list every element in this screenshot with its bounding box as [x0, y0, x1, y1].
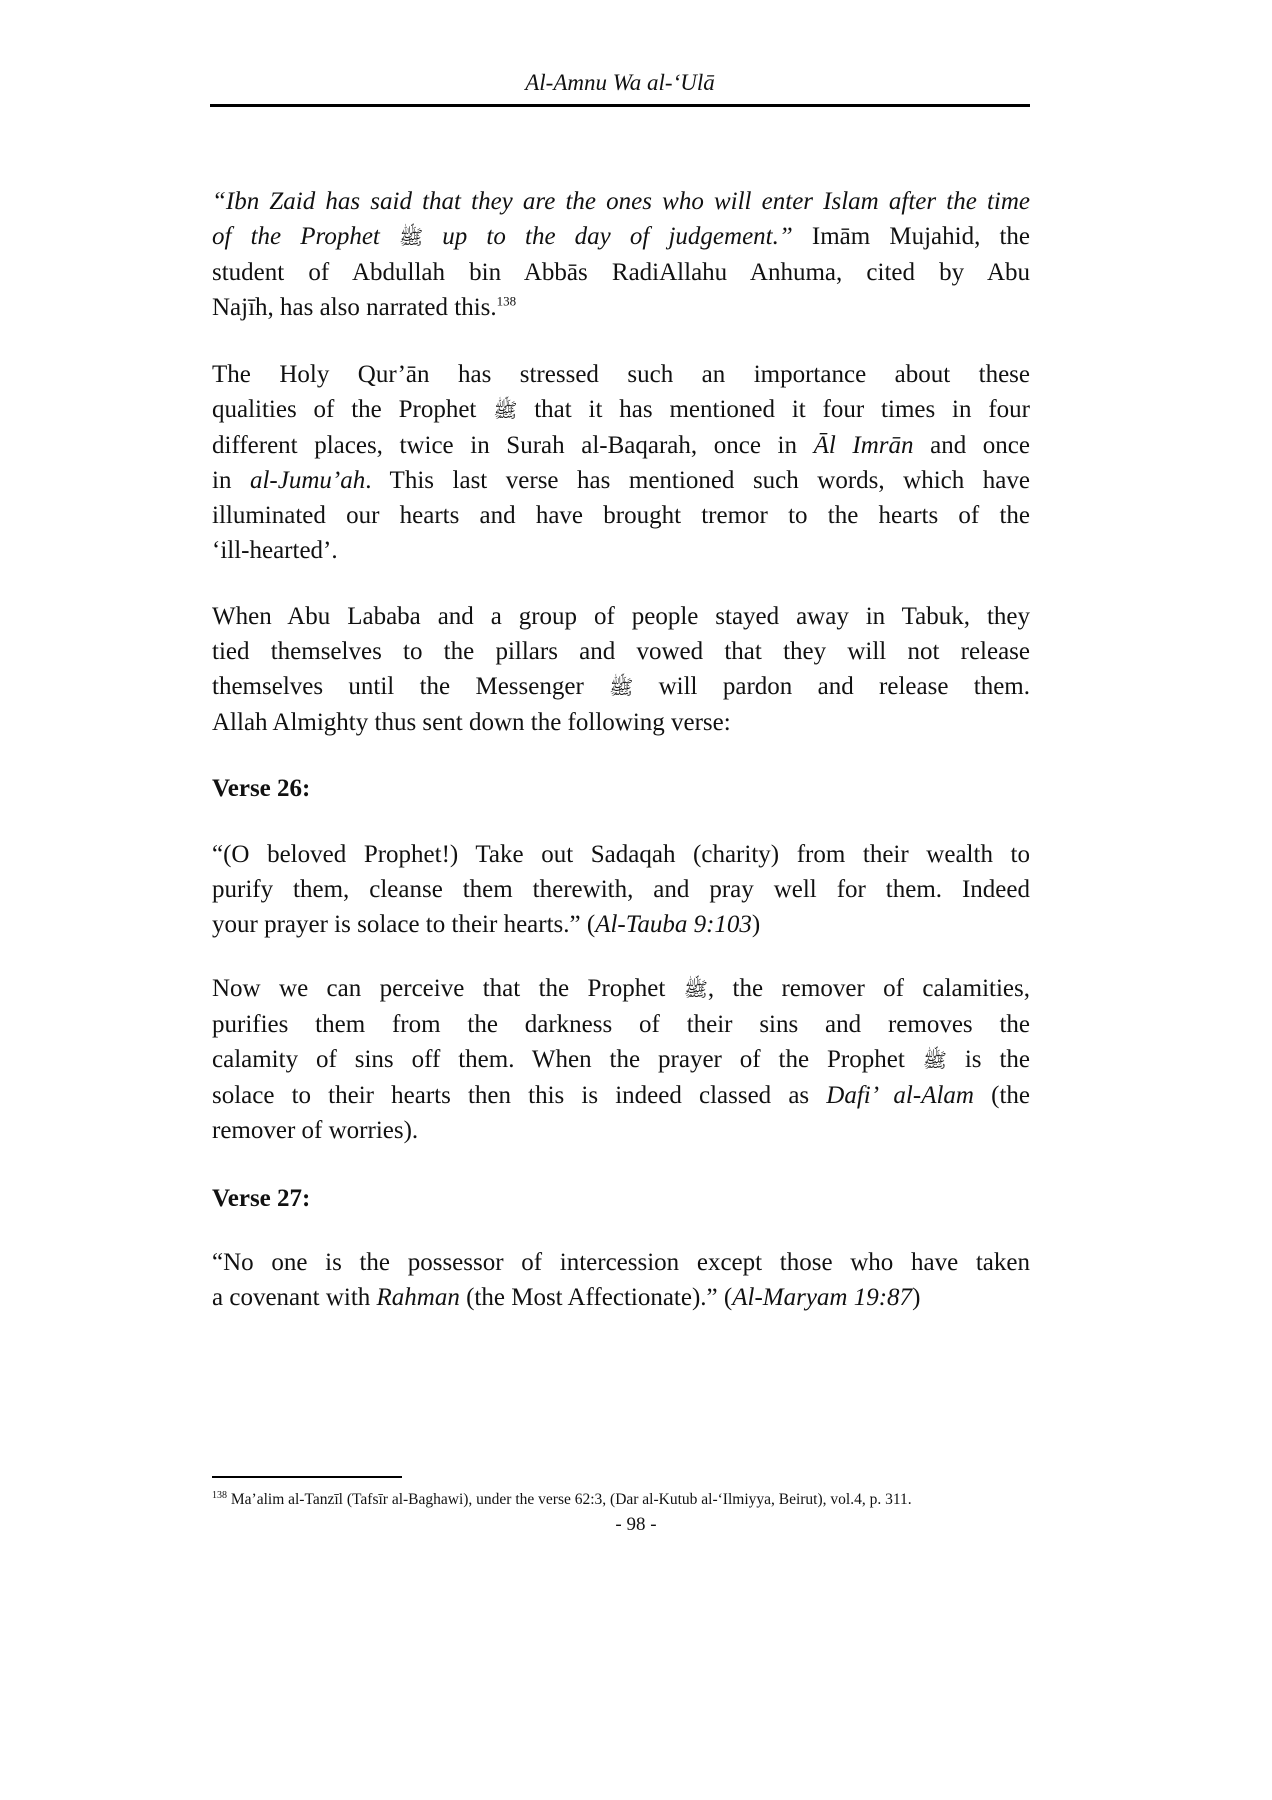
text-segment: illuminated our hearts and have brought tremor to the hearts of the: [212, 502, 1030, 529]
footnote-ref[interactable]: 138: [496, 293, 517, 309]
text-segment: Āl Imrān: [813, 432, 914, 459]
text-segment: remover of worries).: [212, 1117, 419, 1144]
text-line: [212, 971, 1030, 1007]
text-line: [212, 428, 1030, 463]
header-rule: [210, 104, 1030, 107]
salawat-symbol: ﷺ: [493, 398, 518, 422]
text-line: [212, 837, 1030, 872]
text-segment: Verse 27:: [212, 1185, 311, 1212]
text-line: [212, 599, 1030, 634]
text-segment: qualities of the Prophet: [212, 396, 494, 423]
salawat-symbol: ﷺ: [609, 675, 634, 699]
text-segment: “(O beloved Prophet!) Take out Sadaqah (charity) from their wealth to: [212, 841, 1030, 868]
heading-verse-27: [212, 1181, 1030, 1216]
text-line: [212, 184, 1030, 219]
text-segment: tied themselves to the pillars and vowed that they will not release: [212, 638, 1030, 665]
salawat-symbol: ﷺ: [399, 225, 424, 249]
text-segment: The Holy Qur’ān has stressed such an importance about these: [212, 361, 1030, 388]
text-line: [212, 392, 1030, 428]
text-line: [212, 669, 1030, 705]
text-segment: Imām Mujahid, the: [792, 223, 1030, 250]
page-number: - 98 -: [615, 1514, 657, 1535]
text-segment: (the: [973, 1082, 1030, 1109]
text-line: [212, 498, 1030, 533]
text-segment: up to the day of judgement.”: [423, 223, 793, 250]
salawat-symbol: ﷺ: [922, 1048, 947, 1072]
text-segment: calamity of sins off them. When the prayer of the Prophet: [212, 1046, 923, 1073]
text-line: [212, 771, 1030, 806]
text-segment: your prayer is solace to their hearts.” (: [212, 911, 596, 938]
quote-verse-27: [212, 1245, 1030, 1315]
text-line: [212, 357, 1030, 392]
text-line: [212, 634, 1030, 669]
text-line: [212, 290, 1030, 325]
text-segment: will pardon and release them.: [633, 673, 1030, 700]
para-ibn-zaid: [212, 184, 1030, 325]
footnote: [212, 1491, 912, 1509]
text-segment: Dafi’ al-Alam: [826, 1082, 974, 1109]
salawat-symbol: ﷺ: [683, 977, 708, 1001]
text-segment: Al-Tauba 9:103: [595, 911, 752, 938]
text-segment: that it has mentioned it four times in four: [517, 396, 1030, 423]
text-line: [212, 1042, 1030, 1078]
text-segment: “Ibn Zaid has said that they are the ones who will enter Islam after the time: [212, 188, 1030, 215]
quote-verse-26: [212, 837, 1030, 942]
text-segment: purify them, cleanse them therewith, and pray well for them. Indeed: [212, 876, 1030, 903]
text-line: [212, 533, 1030, 568]
text-segment: Now we can perceive that the Prophet: [212, 975, 684, 1002]
para-holy-quran: [212, 357, 1030, 568]
text-segment: a covenant with: [212, 1284, 377, 1311]
text-line: [212, 1078, 1030, 1113]
footnote-number: 138: [212, 1489, 227, 1501]
text-line: [212, 255, 1030, 290]
text-segment: Allah Almighty thus sent down the following verse:: [212, 709, 731, 736]
para-now-we-can: [212, 971, 1030, 1148]
text-segment: themselves until the Messenger: [212, 673, 610, 700]
text-segment: Rahman: [376, 1284, 460, 1311]
text-segment: purifies them from the darkness of their sins and removes the: [212, 1011, 1030, 1038]
text-segment: student of Abdullah bin Abbās RadiAllahu Anhuma, cited by Abu: [212, 259, 1030, 286]
text-line: [212, 1007, 1030, 1042]
text-segment: is the: [946, 1046, 1030, 1073]
text-segment: “No one is the possessor of intercession except those who have taken: [212, 1249, 1030, 1276]
footnote-rule: [212, 1476, 402, 1478]
text-line: [212, 1280, 1030, 1315]
text-line: [212, 219, 1030, 255]
text-segment: in: [212, 467, 250, 494]
running-header: Al-Amnu Wa al-‘Ulā: [525, 70, 715, 95]
para-abu-lababa: [212, 599, 1030, 740]
text-segment: Al-Maryam 19:87: [732, 1284, 913, 1311]
text-segment: When Abu Lababa and a group of people stayed away in Tabuk, they: [212, 603, 1030, 630]
footnote-text: Ma’alim al-Tanzīl (Tafsīr al-Baghawi), under the verse 62:3, (Dar al-Kutub al-‘Ilmiyya, Beirut), vol.4, p. 311.: [227, 1491, 912, 1508]
text-segment: , the remover of calamities,: [707, 975, 1030, 1002]
text-segment: ): [912, 1284, 921, 1311]
text-segment: solace to their hearts then this is indeed classed as: [212, 1082, 827, 1109]
text-segment: ‘ill-hearted’.: [212, 537, 338, 564]
text-segment: different places, twice in Surah al-Baqarah, once in: [212, 432, 814, 459]
text-segment: al-Jumu’ah: [249, 467, 366, 494]
text-line: [212, 1181, 1030, 1216]
text-segment: (the Most Affectionate).” (: [459, 1284, 733, 1311]
text-line: [212, 705, 1030, 740]
text-line: [212, 463, 1030, 498]
text-segment: ): [751, 911, 761, 938]
heading-verse-26: [212, 771, 1030, 806]
text-line: [212, 1113, 1030, 1148]
text-line: [212, 907, 1030, 942]
text-segment: Najīh, has also narrated this.: [212, 294, 497, 321]
text-segment: Verse 26:: [212, 775, 311, 802]
text-segment: . This last verse has mentioned such words, which have: [365, 467, 1030, 494]
text-line: [212, 872, 1030, 907]
text-segment: and once: [913, 432, 1031, 459]
text-line: [212, 1245, 1030, 1280]
text-segment: of the Prophet: [212, 223, 399, 250]
